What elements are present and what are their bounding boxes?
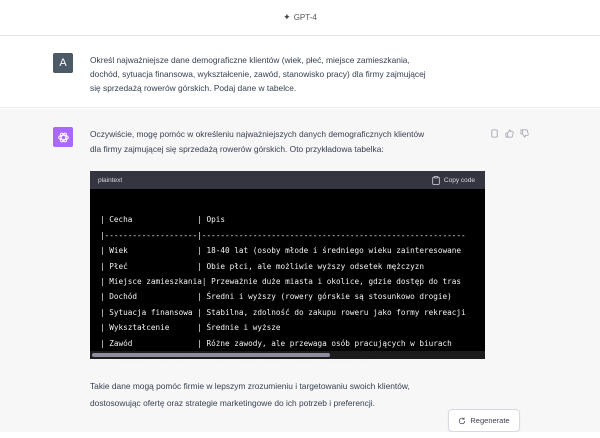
assistant-outro-line: Takie dane mogą pomóc firmie w lepszym zrozumieniu i targetowaniu swoich klientów,	[90, 381, 410, 391]
code-horizontal-scrollbar[interactable]	[90, 351, 485, 359]
regenerate-label: Regenerate	[470, 416, 510, 425]
code-line: | Cecha | Opis	[100, 215, 225, 225]
assistant-intro-line: Oczywiście, mogę pomóc w określeniu najważniejszych danych demograficznych klientów	[90, 129, 425, 139]
code-line: | Płeć | Obie płci, ale możliwie wyższy odsetek mężczyzn	[100, 261, 424, 271]
code-content	[90, 189, 485, 347]
user-message-text	[90, 53, 490, 95]
user-message-line: dochód, sytuacja finansowa, wykształcenie, zawód, stanowisko pracy) dla firmy zajmującej	[90, 69, 426, 79]
copy-code-label: Copy code	[443, 176, 475, 184]
copy-code-button[interactable]	[432, 176, 475, 185]
code-line: | Miejsce zamieszkania| Przeważnie duże miasta i okolice, gdzie dostęp do tras	[100, 277, 462, 287]
thumbs-down-icon[interactable]	[520, 125, 529, 134]
code-line: | Wiek | 18-40 lat (osoby młode i średniego wieku zainteresowane	[100, 246, 462, 256]
gpt-avatar	[53, 127, 73, 147]
openai-logo-icon	[57, 131, 70, 144]
scrollbar-thumb[interactable]	[92, 353, 330, 357]
code-block-header	[90, 171, 485, 189]
regenerate-button[interactable]	[448, 409, 520, 432]
code-line: | Sytuacja finansowa | Stabilna, zdolność do zakupu roweru jako formy rekreacji	[100, 307, 466, 317]
user-message-line: Określ najważniejsze dane demograficzne klientów (wiek, płeć, miejsce zamieszkania,	[90, 55, 410, 65]
copy-message-icon[interactable]	[490, 125, 499, 134]
assistant-intro-line: dla firmy zajmującej się sprzedażą rowerów górskich. Oto przykładowa tabelka:	[90, 143, 384, 154]
code-block	[90, 171, 485, 359]
message-actions	[490, 125, 529, 134]
user-message-row	[0, 37, 600, 108]
assistant-message-row	[0, 109, 600, 432]
user-avatar: A	[53, 53, 73, 73]
code-language-label: plaintext	[98, 176, 123, 184]
clipboard-icon	[432, 176, 440, 185]
assistant-outro-line: dostosowując ofertę oraz strategie marketingowe do ich potrzeb i preferencji.	[90, 397, 375, 408]
user-message-line: się sprzedażą rowerów górskich. Podaj dane w tabelce.	[90, 83, 297, 93]
refresh-icon	[458, 417, 466, 425]
sparkle-icon: ✦	[283, 12, 291, 22]
thumbs-up-icon[interactable]	[505, 125, 514, 134]
bottom-area	[0, 432, 600, 438]
chat-header	[0, 0, 600, 36]
code-line: | Wykształcenie | Średnie i wyższe	[100, 323, 281, 333]
assistant-outro-text	[90, 378, 485, 411]
model-label: GPT-4	[293, 13, 317, 22]
assistant-intro-text	[90, 127, 485, 156]
code-line: | Zawód | Różne zawody, ale przewaga osób pracujących w biurach	[100, 338, 452, 348]
code-line: |--------------------|---------------------------------------------------------	[100, 230, 466, 240]
code-line: | Dochód | Średni i wyższy (rowery górskie są stosunkowo drogie)	[100, 292, 452, 302]
